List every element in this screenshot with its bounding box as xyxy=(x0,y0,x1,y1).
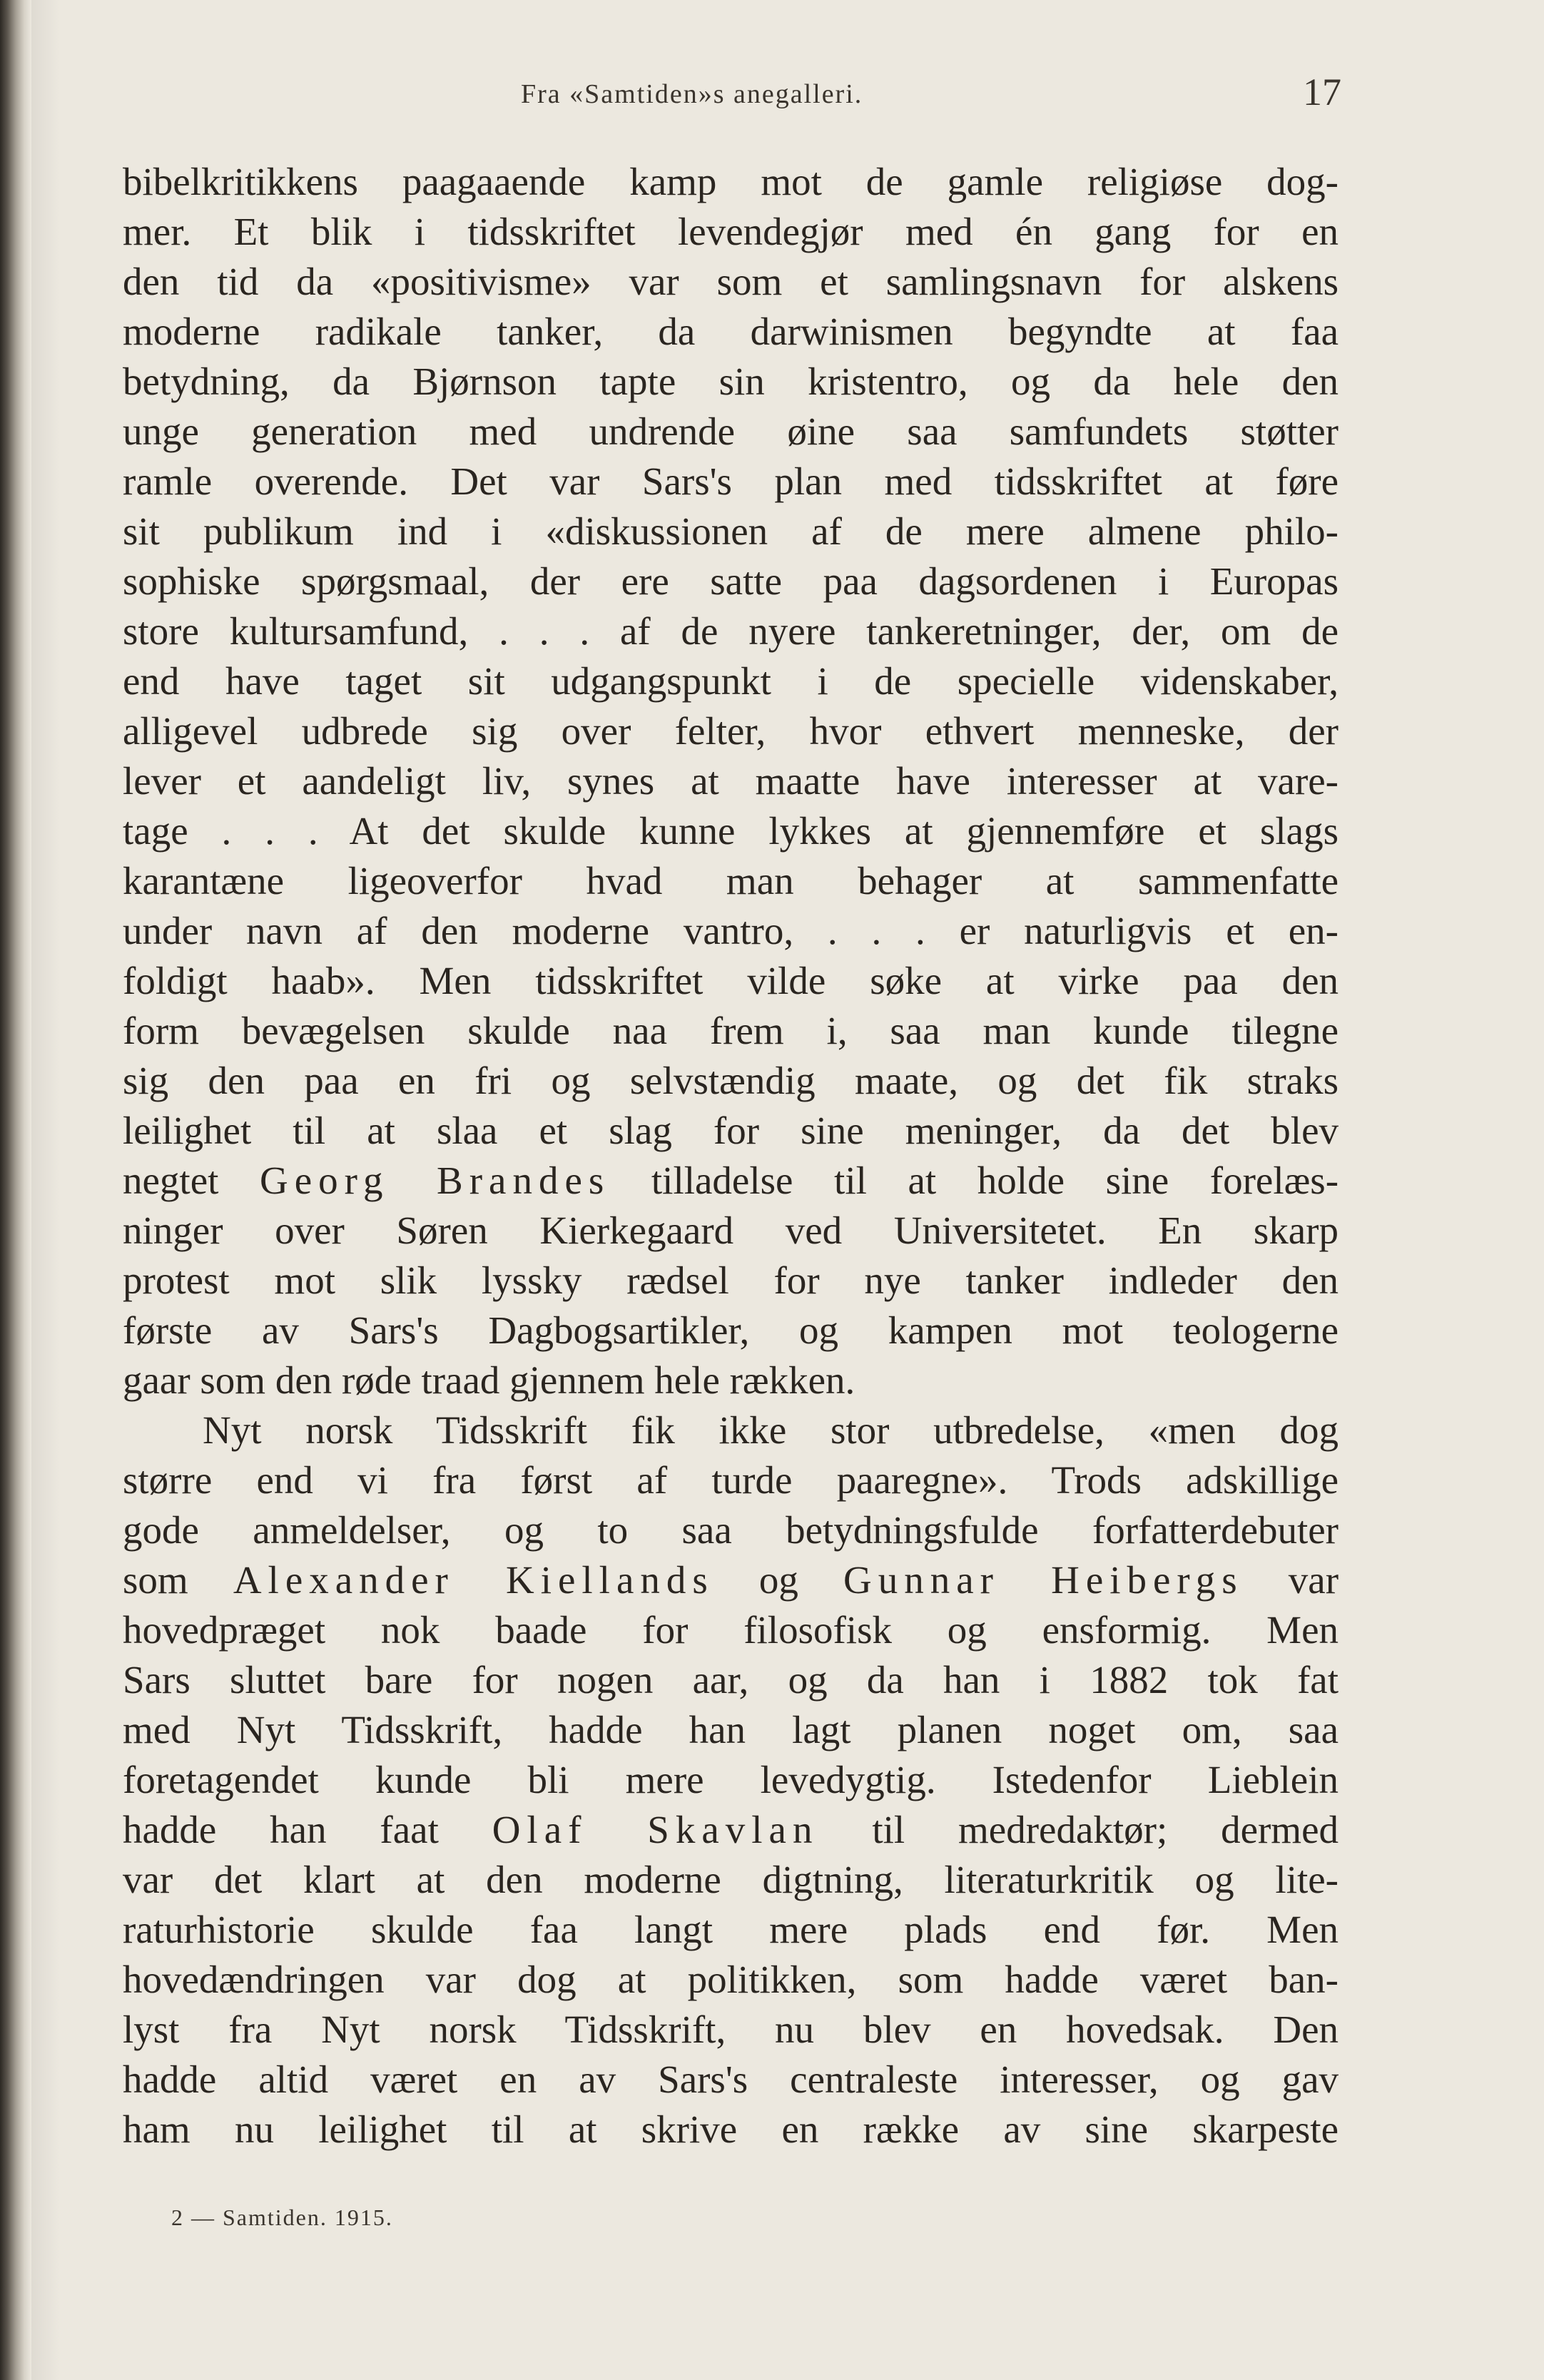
text-line: ham nu leilighet til at skrive en række av sine skarpeste xyxy=(123,2107,1339,2151)
text-line: store kultursamfund, . . . af de nyere tankeretninger, der, om de xyxy=(123,609,1339,653)
text-line: hadde altid været en av Sars's centraleste interesser, og gav xyxy=(123,2058,1339,2101)
text-line: tage . . . At det skulde kunne lykkes at gjennemføre et slags xyxy=(123,809,1339,853)
spaced-name: Georg Brandes xyxy=(260,1159,611,1202)
text-line: lyst fra Nyt norsk Tidsskrift, nu blev en hovedsak. Den xyxy=(123,2008,1339,2051)
text-line: foldigt haab». Men tidsskriftet vilde søke at virke paa den xyxy=(123,959,1339,1002)
footer-signature: 2 — Samtiden. 1915. xyxy=(171,2204,393,2230)
text-line: hadde han faat Olaf Skavlan til medredaktør; dermed xyxy=(123,1808,1339,1851)
binding-shadow xyxy=(31,0,60,2380)
text-line: betydning, da Bjørnson tapte sin kristentro, og da hele den xyxy=(123,360,1339,403)
text-line: alligevel udbrede sig over felter, hvor ethvert menneske, der xyxy=(123,709,1339,753)
text-line: med Nyt Tidsskrift, hadde han lagt planen noget om, saa xyxy=(123,1708,1339,1751)
text-line: end have taget sit udgangspunkt i de specielle videnskaber, xyxy=(123,659,1339,703)
text-line: mer. Et blik i tidsskriftet levendegjør med én gang for en xyxy=(123,210,1339,253)
running-title: Fra «Samtiden»s anegalleri. xyxy=(521,79,863,109)
text-line: moderne radikale tanker, da darwinismen begyndte at faa xyxy=(123,310,1339,353)
text-line: Sars sluttet bare for nogen aar, og da han i 1882 tok fat xyxy=(123,1658,1339,1702)
text-line: sig den paa en fri og selvstændig maate, og det fik straks xyxy=(123,1059,1339,1102)
text-line: hovedpræget nok baade for filosofisk og ensformig. Men xyxy=(123,1608,1339,1652)
text-line: protest mot slik lyssky rædsel for nye tanker indleder den xyxy=(123,1258,1339,1302)
text-line: unge generation med undrende øine saa samfundets støtter xyxy=(123,410,1339,453)
text-line: leilighet til at slaa et slag for sine meninger, da det blev xyxy=(123,1109,1339,1152)
text-line: under navn af den moderne vantro, . . . er naturligvis et en- xyxy=(123,909,1339,952)
text-line: var det klart at den moderne digtning, literaturkritik og lite- xyxy=(123,1858,1339,1901)
text-line: ramle overende. Det var Sars's plan med tidsskriftet at føre xyxy=(123,459,1339,503)
text-line: lever et aandeligt liv, synes at maatte have interesser at vare- xyxy=(123,759,1339,803)
running-head xyxy=(121,70,1341,120)
page-number: 17 xyxy=(1303,71,1341,113)
spaced-name: Gunnar Heibergs xyxy=(843,1558,1244,1602)
text-line: gode anmeldelser, og to saa betydningsfulde forfatterdebuter xyxy=(123,1508,1339,1552)
text-line: hovedændringen var dog at politikken, som hadde været ban- xyxy=(123,1958,1339,2001)
text-line: negtet Georg Brandes tilladelse til at holde sine forelæs- xyxy=(123,1159,1339,1202)
text-line: den tid da «positivisme» var som et samlingsnavn for alskens xyxy=(123,260,1339,303)
body-text xyxy=(123,157,1339,2155)
text-line: større end vi fra først af turde paaregne». Trods adskillige xyxy=(123,1458,1339,1502)
text-line: sophiske spørgsmaal, der ere satte paa dagsordenen i Europas xyxy=(123,559,1339,603)
text-line: som Alexander Kiellands og Gunnar Heibergs var xyxy=(123,1558,1339,1602)
text-line: sit publikum ind i «diskussionen af de mere almene philo- xyxy=(123,509,1339,553)
text-line: Nyt norsk Tidsskrift fik ikke stor utbredelse, «men dog xyxy=(203,1408,1339,1452)
text-line: raturhistorie skulde faa langt mere plads end før. Men xyxy=(123,1908,1339,1951)
text-line: første av Sars's Dagbogsartikler, og kampen mot teologerne xyxy=(123,1308,1339,1352)
text-line: ninger over Søren Kierkegaard ved Universitetet. En skarp xyxy=(123,1209,1339,1252)
spaced-name: Alexander Kiellands xyxy=(233,1558,714,1602)
text-line: karantæne ligeoverfor hvad man behager at sammenfatte xyxy=(123,859,1339,902)
text-line: gaar som den røde traad gjennem hele rækken. xyxy=(123,1358,855,1402)
text-line: form bevægelsen skulde naa frem i, saa man kunde tilegne xyxy=(123,1009,1339,1052)
text-line: foretagendet kunde bli mere levedygtig. Istedenfor Lieblein xyxy=(123,1758,1339,1801)
binding-gutter xyxy=(0,0,31,2380)
text-line: bibelkritikkens paagaaende kamp mot de gamle religiøse dog- xyxy=(123,160,1339,203)
spaced-name: Olaf Skavlan xyxy=(492,1808,819,1851)
